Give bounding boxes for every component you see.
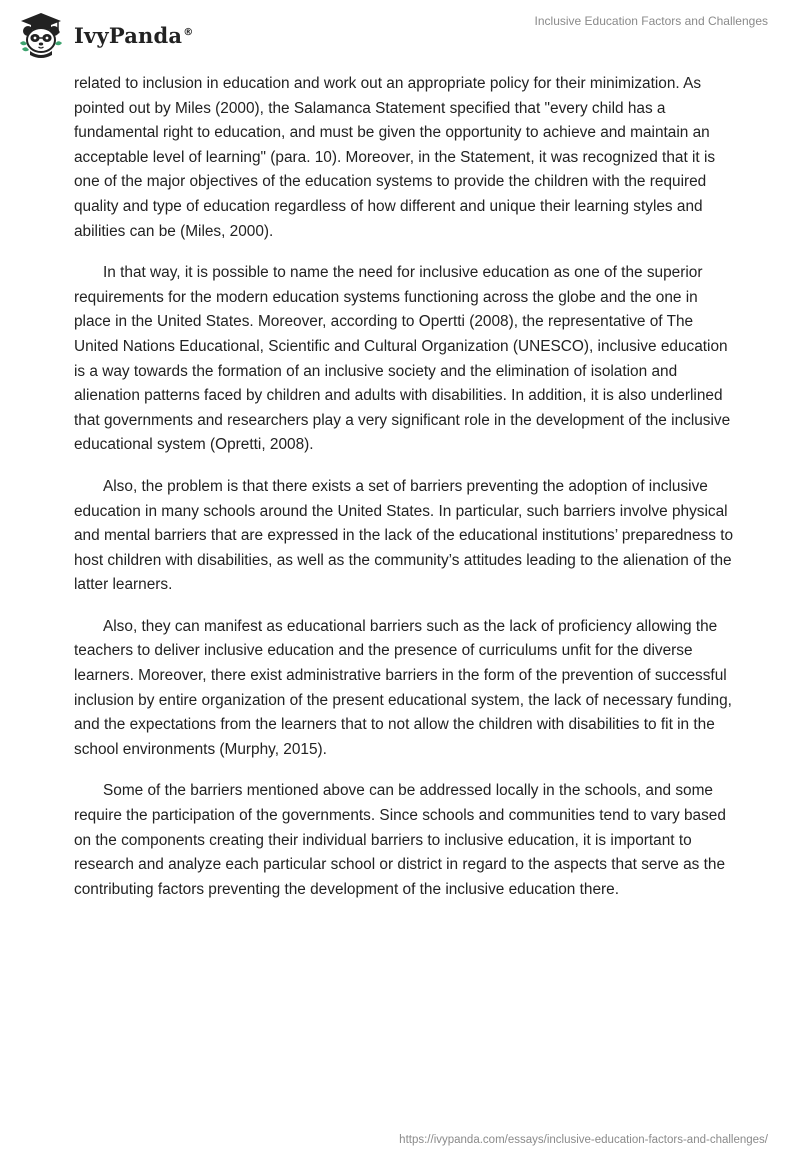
paragraph-1: related to inclusion in education and work out an appropriate policy for their minimization. As pointed out by Miles (2000), the Salamanca Statement specified that "every child has a fundamental right to education, and must be given the opportunity to achieve and maintain an acceptable level of learning" (para. 10). Moreover, in the Statement, it was recognized that it is one of the major objectives of the education systems to provide the children with the required quality and type of education regardless of how different and unique their learning styles and abilities can be (Miles, 2000). — [74, 75, 716, 240]
brand-logo[interactable] — [16, 9, 193, 59]
paragraph-5: Some of the barriers mentioned above can be addressed locally in the schools, and some require the participation of the governments. Since schools and communities tend to vary based on the components creating their individual barriers to inclusive education, it is important to research and analyze each particular school or district in regard to the aspects that serve as the contributing factors preventing the development of the inclusive education there. — [74, 782, 726, 898]
paragraph-4: Also, they can manifest as educational barriers such as the lack of proficiency allowing the teachers to deliver inclusive education and the presence of curriculums unfit for the diverse learners. Moreover, there exist administrative barriers in the form of the prevention of successful inclusion by entire organization of the present educational system, the lack of necessary funding, and the expectations from the learners that to not allow the children with disabilities to fit in the school environments (Murphy, 2015). — [74, 617, 732, 758]
paragraph-2: In that way, it is possible to name the need for inclusive education as one of the superior requirements for the modern education systems functioning across the globe and the one in place in the United States. Moreover, according to Opertti (2008), the representative of The United Nations Educational, Scientific and Cultural Organization (UNESCO), inclusive education is a way towards the formation of an inclusive society and the elimination of isolation and alienation patterns faced by children and adults with disabilities. In addition, it is also underlined that governments and researchers play a very significant role in the development of the inclusive educational system (Opretti, 2008). — [74, 264, 731, 454]
brand-name: IvyPanda® — [74, 22, 194, 48]
page-header — [0, 0, 800, 70]
document-title: Inclusive Education Factors and Challenges — [534, 14, 768, 28]
brand-registered-mark: ® — [183, 26, 194, 38]
panda-graduate-icon — [16, 9, 66, 59]
essay-body — [74, 72, 734, 919]
paragraph-3: Also, the problem is that there exists a set of barriers preventing the adoption of inclusive education in many schools around the United States. In particular, such barriers involve physical and mental barriers that are expressed in the lack of the educational institutions’ preparedness to host children with disabilities, as well as the community’s attitudes leading to the alienation of the latter learners. — [74, 477, 734, 594]
source-url[interactable]: https://ivypanda.com/essays/inclusive-education-factors-and-challenges/ — [399, 1134, 768, 1146]
